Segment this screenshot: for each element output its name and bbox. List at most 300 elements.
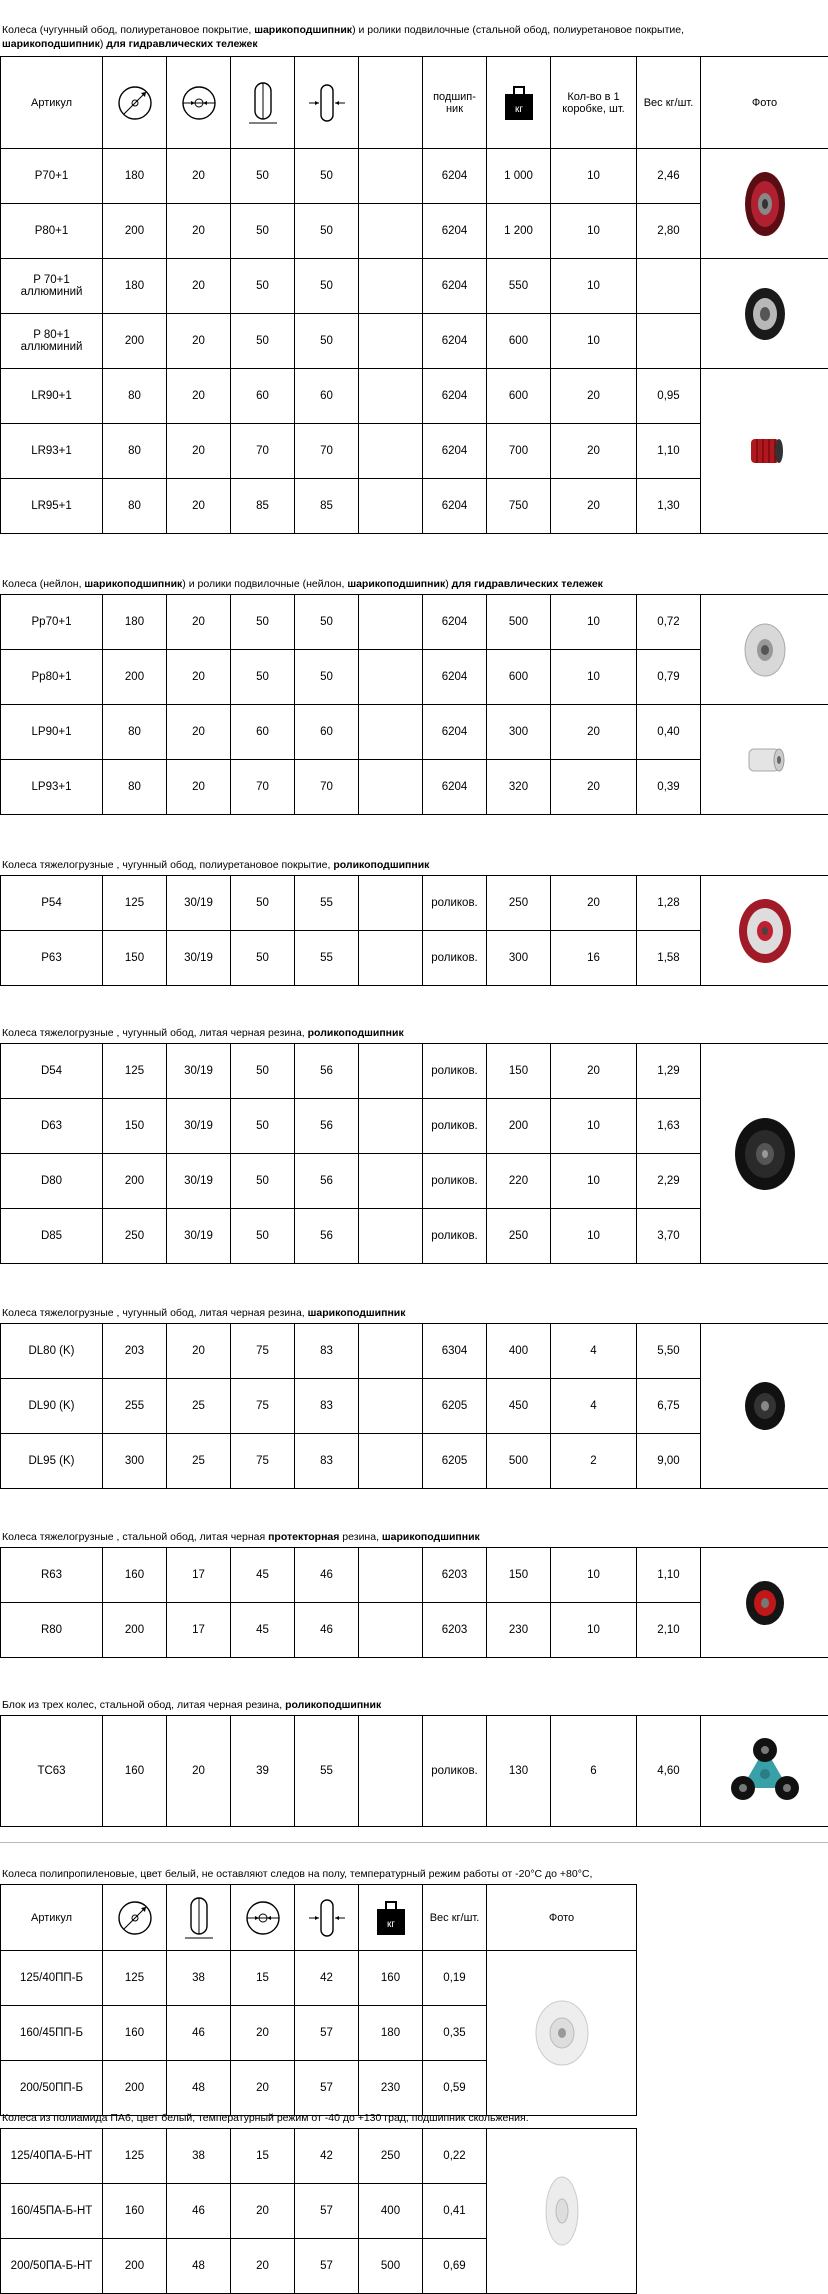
cell: 50 (295, 595, 359, 650)
cell: 57 (295, 2239, 359, 2294)
cell: 6203 (423, 1603, 487, 1658)
wheel-polyamide-photo (487, 2129, 637, 2294)
divider (0, 1842, 828, 1843)
cell: 20 (167, 424, 231, 479)
cell: 5,50 (637, 1324, 701, 1379)
cell: 20 (167, 314, 231, 369)
cell: 200 (103, 650, 167, 705)
cell-article: LR95+1 (1, 479, 103, 534)
cell (359, 1379, 423, 1434)
cell-article: D85 (1, 1209, 103, 1264)
cell: 50 (231, 1099, 295, 1154)
cell: 50 (231, 149, 295, 204)
cell: 6204 (423, 314, 487, 369)
cell: 160 (103, 1716, 167, 1827)
cell: 2,10 (637, 1603, 701, 1658)
cell: 46 (295, 1603, 359, 1658)
cell: 180 (103, 259, 167, 314)
cell: 56 (295, 1044, 359, 1099)
cell: 20 (167, 259, 231, 314)
cell: 6204 (423, 650, 487, 705)
cell: 75 (231, 1434, 295, 1489)
cell: 0,69 (423, 2239, 487, 2294)
table-row (1, 259, 828, 314)
table-row (1, 595, 828, 650)
cell: 6204 (423, 259, 487, 314)
cell-article: P63 (1, 931, 103, 986)
cell (359, 479, 423, 534)
table-section-9 (0, 2128, 637, 2294)
cell (359, 1548, 423, 1603)
cell: 0,19 (423, 1951, 487, 2006)
cell-article: TC63 (1, 1716, 103, 1827)
section-title-6: Колеса тяжелогрузные , стальной обод, литая черная протекторная резина, шарикоподшипник (2, 1531, 480, 1544)
cell: роликов. (423, 1209, 487, 1264)
cell: 30/19 (167, 1209, 231, 1264)
cell: 50 (231, 1044, 295, 1099)
cell: 50 (231, 1209, 295, 1264)
cell-article: D80 (1, 1154, 103, 1209)
cell: 50 (295, 204, 359, 259)
cell: роликов. (423, 1154, 487, 1209)
cell: 20 (551, 369, 637, 424)
table-main (0, 56, 828, 534)
cell: 56 (295, 1099, 359, 1154)
cell: 85 (295, 479, 359, 534)
cell: 46 (295, 1548, 359, 1603)
cell: 6205 (423, 1379, 487, 1434)
cell: 0,22 (423, 2129, 487, 2184)
cell: 30/19 (167, 876, 231, 931)
wheel-width-icon (167, 1885, 231, 1951)
cell: 42 (295, 2129, 359, 2184)
cell: 10 (551, 259, 637, 314)
table-section-7 (0, 1715, 828, 1827)
cell: 0,40 (637, 705, 701, 760)
cell: 200 (487, 1099, 551, 1154)
cell: 38 (167, 1951, 231, 2006)
cell: 500 (487, 1434, 551, 1489)
axle-diameter-icon (231, 1885, 295, 1951)
cell: 2,29 (637, 1154, 701, 1209)
table-row (1, 1951, 637, 2006)
cell: 16 (551, 931, 637, 986)
col-empty (359, 57, 423, 149)
cell: 25 (167, 1434, 231, 1489)
cell: 57 (295, 2006, 359, 2061)
table-section-4 (0, 1043, 828, 1264)
cell: 70 (295, 760, 359, 815)
cell (359, 204, 423, 259)
cell: 20 (167, 369, 231, 424)
cell: 20 (231, 2184, 295, 2239)
cell: 50 (295, 314, 359, 369)
cell: 15 (231, 2129, 295, 2184)
cell: 4 (551, 1379, 637, 1434)
cell: 83 (295, 1324, 359, 1379)
cell: 10 (551, 314, 637, 369)
cell: 400 (487, 1324, 551, 1379)
col-article-2: Артикул (1, 1885, 103, 1951)
cell: роликов. (423, 876, 487, 931)
cell: 20 (167, 705, 231, 760)
cell: 3,70 (637, 1209, 701, 1264)
cell: 0,41 (423, 2184, 487, 2239)
col-photo-2: Фото (487, 1885, 637, 1951)
cell: 20 (551, 760, 637, 815)
wheel-black-rubber-photo (701, 1044, 828, 1264)
cell: 600 (487, 369, 551, 424)
cell (359, 931, 423, 986)
cell: 2 (551, 1434, 637, 1489)
section-title-2: Колеса (нейлон, шарикоподшипник) и ролики подвилочные (нейлон, шарикоподшипник) для гидравлических тележек (2, 578, 603, 591)
cell: 60 (295, 369, 359, 424)
three-wheel-block-photo (701, 1716, 828, 1827)
cell: 20 (231, 2006, 295, 2061)
cell: 550 (487, 259, 551, 314)
cell: 6204 (423, 760, 487, 815)
cell: 70 (295, 424, 359, 479)
cell (359, 369, 423, 424)
cell: 6204 (423, 595, 487, 650)
hub-length-icon (295, 1885, 359, 1951)
cell: 45 (231, 1603, 295, 1658)
cell (359, 1044, 423, 1099)
cell: 17 (167, 1548, 231, 1603)
cell (359, 1209, 423, 1264)
cell: 10 (551, 595, 637, 650)
cell-article: D63 (1, 1099, 103, 1154)
cell: 15 (231, 1951, 295, 2006)
table-row (1, 2129, 637, 2184)
cell: 50 (295, 149, 359, 204)
cell (359, 876, 423, 931)
cell: 10 (551, 1209, 637, 1264)
wheel-red-photo (701, 149, 828, 259)
axle-diameter-icon (167, 57, 231, 149)
cell: 125 (103, 1044, 167, 1099)
cell: 20 (551, 479, 637, 534)
cell: 125 (103, 2129, 167, 2184)
cell: 180 (359, 2006, 423, 2061)
section-title-7: Блок из трех колес, стальной обод, литая черная резина, роликоподшипник (2, 1699, 381, 1712)
cell: 6203 (423, 1548, 487, 1603)
cell: 50 (231, 1154, 295, 1209)
cell: 20 (167, 204, 231, 259)
cell: 220 (487, 1154, 551, 1209)
col-weight-2: Вес кг/шт. (423, 1885, 487, 1951)
cell (637, 259, 701, 314)
cell: 125 (103, 876, 167, 931)
wheel-diameter-icon (103, 57, 167, 149)
table-section-5 (0, 1323, 828, 1489)
cell: 203 (103, 1324, 167, 1379)
cell: 200 (103, 2061, 167, 2116)
cell: 0,72 (637, 595, 701, 650)
cell: 48 (167, 2061, 231, 2116)
cell: 1 200 (487, 204, 551, 259)
cell: 250 (359, 2129, 423, 2184)
cell: 160 (103, 2006, 167, 2061)
cell: 1,63 (637, 1099, 701, 1154)
hub-length-icon (295, 57, 359, 149)
cell: 180 (103, 595, 167, 650)
roller-red-photo (701, 369, 828, 534)
cell: 1,10 (637, 424, 701, 479)
cell: 39 (231, 1716, 295, 1827)
cell (359, 1603, 423, 1658)
cell-article: R80 (1, 1603, 103, 1658)
cell: 20 (231, 2239, 295, 2294)
cell: 450 (487, 1379, 551, 1434)
cell: 70 (231, 760, 295, 815)
cell: 4,60 (637, 1716, 701, 1827)
wheel-diameter-icon (103, 1885, 167, 1951)
cell: 150 (103, 1099, 167, 1154)
cell: 50 (231, 204, 295, 259)
cell: роликов. (423, 1044, 487, 1099)
cell: 55 (295, 1716, 359, 1827)
cell: 30/19 (167, 1154, 231, 1209)
cell-article: DL90 (K) (1, 1379, 103, 1434)
cell: 20 (551, 1044, 637, 1099)
cell: 20 (167, 1324, 231, 1379)
cell: 600 (487, 314, 551, 369)
cell: 50 (231, 314, 295, 369)
section-title-3: Колеса тяжелогрузные , чугунный обод, полиуретановое покрытие, роликоподшипник (2, 859, 429, 872)
cell: 70 (231, 424, 295, 479)
cell: 4 (551, 1324, 637, 1379)
cell-article: P 70+1 аллюминий (1, 259, 103, 314)
cell: 20 (167, 760, 231, 815)
cell: 57 (295, 2061, 359, 2116)
table-row (1, 369, 828, 424)
cell: 6204 (423, 479, 487, 534)
cell-article: D54 (1, 1044, 103, 1099)
cell: 1,10 (637, 1548, 701, 1603)
cell-article: P54 (1, 876, 103, 931)
cell-article: LR93+1 (1, 424, 103, 479)
cell-article: 125/40ПП-Б (1, 1951, 103, 2006)
cell: 160 (103, 1548, 167, 1603)
cell: 6204 (423, 204, 487, 259)
table-section-8 (0, 1884, 637, 2116)
table-row (1, 705, 828, 760)
section-title-5: Колеса тяжелогрузные , чугунный обод, литая черная резина, шарикоподшипник (2, 1307, 406, 1320)
cell: 1 000 (487, 149, 551, 204)
wheel-aluminium-photo (701, 259, 828, 369)
cell: 20 (167, 595, 231, 650)
section-title-8: Колеса полипропиленовые, цвет белый, не оставляют следов на полу, температурный режим работы от -20°С до +80°С, (2, 1868, 592, 1881)
cell-article: DL80 (K) (1, 1324, 103, 1379)
cell: 80 (103, 760, 167, 815)
cell-article: Pp70+1 (1, 595, 103, 650)
cell: 48 (167, 2239, 231, 2294)
section-title-1-line2: шарикоподшипник) для гидравлических тележек (2, 38, 258, 51)
cell: 50 (231, 595, 295, 650)
cell: роликов. (423, 931, 487, 986)
cell: 20 (167, 650, 231, 705)
cell: 2,46 (637, 149, 701, 204)
cell: 1,30 (637, 479, 701, 534)
cell: 1,29 (637, 1044, 701, 1099)
cell: 85 (231, 479, 295, 534)
table-row (1, 149, 828, 204)
cell-article: 200/50ПА-Б-НТ (1, 2239, 103, 2294)
cell-article: LP93+1 (1, 760, 103, 815)
cell (359, 1324, 423, 1379)
cell: 46 (167, 2184, 231, 2239)
cell: 57 (295, 2184, 359, 2239)
cell-article: P70+1 (1, 149, 103, 204)
cell: роликов. (423, 1099, 487, 1154)
cell: 17 (167, 1603, 231, 1658)
cell: 20 (551, 876, 637, 931)
cell (359, 595, 423, 650)
cell: 80 (103, 424, 167, 479)
cell: 200 (103, 204, 167, 259)
cell: 500 (359, 2239, 423, 2294)
cell: 150 (487, 1044, 551, 1099)
table-row (1, 1716, 828, 1827)
cell-article: LP90+1 (1, 705, 103, 760)
cell: 60 (295, 705, 359, 760)
cell: 300 (103, 1434, 167, 1489)
wheel-polypropylene-photo (487, 1951, 637, 2116)
table-section-3 (0, 875, 828, 986)
cell-article: 200/50ПП-Б (1, 2061, 103, 2116)
cell-article: R63 (1, 1548, 103, 1603)
cell: 60 (231, 705, 295, 760)
cell (359, 1154, 423, 1209)
cell-article: DL95 (K) (1, 1434, 103, 1489)
cell: 10 (551, 149, 637, 204)
cell: 6204 (423, 424, 487, 479)
cell: 230 (359, 2061, 423, 2116)
table-row (1, 1548, 828, 1603)
cell: 20 (167, 1716, 231, 1827)
cell: 300 (487, 705, 551, 760)
cell: 1,58 (637, 931, 701, 986)
cell (359, 760, 423, 815)
cell: 25 (167, 1379, 231, 1434)
cell (637, 314, 701, 369)
cell-article: P 80+1 аллюминий (1, 314, 103, 369)
cell: 0,59 (423, 2061, 487, 2116)
cell: 230 (487, 1603, 551, 1658)
cell: 700 (487, 424, 551, 479)
wheel-width-icon (231, 57, 295, 149)
cell: 55 (295, 876, 359, 931)
section-title-4: Колеса тяжелогрузные , чугунный обод, литая черная резина, роликоподшипник (2, 1027, 404, 1040)
cell: 6205 (423, 1434, 487, 1489)
cell: 83 (295, 1434, 359, 1489)
cell: 200 (103, 2239, 167, 2294)
cell: 75 (231, 1379, 295, 1434)
cell-article: 160/45ПА-Б-НТ (1, 2184, 103, 2239)
col-photo: Фото (701, 57, 828, 149)
cell-article: 160/45ПП-Б (1, 2006, 103, 2061)
cell: 83 (295, 1379, 359, 1434)
col-bearing: подшип-ник (423, 57, 487, 149)
section-title-9: Колеса из полиамида ПА6, цвет белый, температурный режим от -40 до +130 град, подшипник скольжения. (2, 2112, 529, 2125)
cell: 600 (487, 650, 551, 705)
cell: 300 (487, 931, 551, 986)
cell (359, 1434, 423, 1489)
cell: 10 (551, 1099, 637, 1154)
cell: 80 (103, 705, 167, 760)
cell: 6 (551, 1716, 637, 1827)
cell: 50 (295, 650, 359, 705)
cell: 250 (103, 1209, 167, 1264)
cell: 1,28 (637, 876, 701, 931)
cell: 20 (167, 479, 231, 534)
load-capacity-icon (487, 57, 551, 149)
roller-nylon-photo (701, 705, 828, 815)
cell: 150 (487, 1548, 551, 1603)
cell: 6204 (423, 369, 487, 424)
wheel-nylon-photo (701, 595, 828, 705)
col-qty-box: Кол-во в 1 коробке, шт. (551, 57, 637, 149)
cell (359, 1716, 423, 1827)
cell: 38 (167, 2129, 231, 2184)
cell (359, 705, 423, 760)
cell-article: LR90+1 (1, 369, 103, 424)
load-capacity-icon (359, 1885, 423, 1951)
section-title-1: Колеса (чугунный обод, полиуретановое покрытие, шарикоподшипник) и ролики подвилочные (стальной обод, полиуретановое покрытие, (2, 24, 684, 37)
wheel-heavy-red-photo (701, 876, 828, 986)
cell: 45 (231, 1548, 295, 1603)
cell: 56 (295, 1209, 359, 1264)
cell: 60 (231, 369, 295, 424)
wheel-black-ball-bearing-photo (701, 1324, 828, 1489)
cell: 6204 (423, 705, 487, 760)
cell: 6,75 (637, 1379, 701, 1434)
header-row-2 (1, 1885, 637, 1951)
cell-article: P80+1 (1, 204, 103, 259)
table-row (1, 1324, 828, 1379)
cell: 50 (231, 650, 295, 705)
cell: 10 (551, 1154, 637, 1209)
cell: 46 (167, 2006, 231, 2061)
cell: 80 (103, 479, 167, 534)
cell (359, 650, 423, 705)
cell: 6204 (423, 149, 487, 204)
cell: 80 (103, 369, 167, 424)
col-weight: Вес кг/шт. (637, 57, 701, 149)
cell: 56 (295, 1154, 359, 1209)
cell: 20 (551, 424, 637, 479)
cell: 50 (231, 876, 295, 931)
cell: 320 (487, 760, 551, 815)
cell: 0,95 (637, 369, 701, 424)
cell (359, 314, 423, 369)
cell: 400 (359, 2184, 423, 2239)
cell: 10 (551, 650, 637, 705)
cell: 30/19 (167, 1044, 231, 1099)
cell: 42 (295, 1951, 359, 2006)
cell: 0,35 (423, 2006, 487, 2061)
cell: 160 (359, 1951, 423, 2006)
cell: 9,00 (637, 1434, 701, 1489)
cell: 30/19 (167, 1099, 231, 1154)
wheel-tread-red-hub-photo (701, 1548, 828, 1658)
cell: 30/19 (167, 931, 231, 986)
cell: роликов. (423, 1716, 487, 1827)
table-row (1, 876, 828, 931)
header-row (1, 57, 828, 149)
cell: 10 (551, 204, 637, 259)
